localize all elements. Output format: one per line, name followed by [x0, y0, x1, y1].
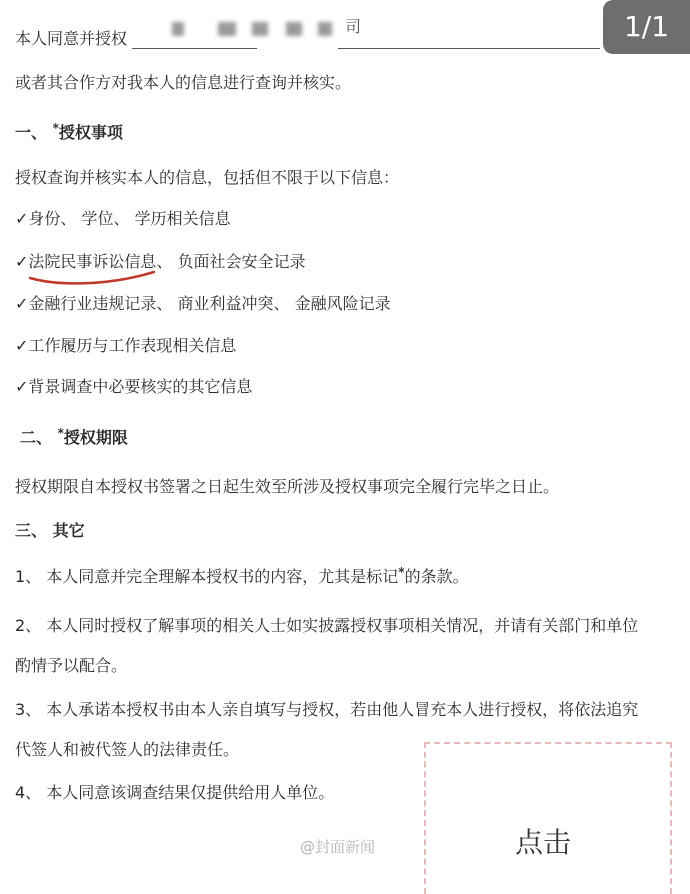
clause-1-tail: 的条款。 [404, 567, 469, 586]
section2-star: * [57, 426, 64, 440]
section1-title: 授权事项 [58, 123, 123, 142]
company-name-tail: 司 [345, 17, 362, 36]
checklist-item: ✓工作履历与工作表现相关信息 [15, 336, 237, 355]
redacted-mark [318, 22, 332, 36]
signature-box[interactable] [424, 742, 672, 894]
clause-1-star: * [398, 565, 405, 579]
section1-prefix: 一、 [15, 123, 48, 142]
page-counter: 1/1 [603, 0, 690, 54]
section1-heading [15, 123, 123, 144]
watermark: @封面新闻 [300, 838, 376, 856]
section1-description: 授权查询并核实本人的信息，包括但不限于以下信息： [15, 168, 400, 187]
section2-heading [20, 428, 128, 449]
clause-3-line1: 3、 本人承诺本授权书由本人亲自填写与授权，若由他人冒充本人进行授权，将依法追究 [15, 700, 639, 719]
clause-4: 4、 本人同意该调查结果仅提供给用人单位。 [15, 783, 335, 802]
clause-3-line2: 代签人和被代签人的法律责任。 [15, 740, 240, 759]
redacted-mark [286, 22, 302, 36]
redacted-mark [172, 22, 184, 36]
intro-continuation: 或者其合作方对我本人的信息进行查询并核实。 [15, 73, 352, 92]
click-label[interactable]: 点击 [515, 826, 572, 859]
company-blank-line [338, 48, 600, 49]
intro-text: 本人同意并授权 [15, 29, 128, 48]
company-blank-line [132, 48, 257, 49]
redacted-mark [218, 22, 236, 36]
section2-text: 授权期限自本授权书签署之日起生效至所涉及授权事项完全履行完毕之日止。 [15, 477, 560, 496]
section1-star: * [52, 121, 59, 135]
clause-1-text: 1、 本人同意并完全理解本授权书的内容，尤其是标记 [15, 567, 399, 586]
section2-prefix: 二、 [20, 428, 53, 447]
checklist-item: ✓背景调查中必要核实的其它信息 [15, 377, 253, 396]
section3-heading: 三、 其它 [15, 521, 85, 540]
clause-2-line2: 酌情予以配合。 [15, 656, 128, 675]
red-underline-annotation [28, 266, 158, 286]
clause-2-line1: 2、 本人同时授权了解事项的相关人士如实披露授权事项相关情况，并请有关部门和单位 [15, 616, 639, 635]
checklist-item: ✓身份、 学位、 学历相关信息 [15, 209, 231, 228]
checklist-item: ✓金融行业违规记录、 商业利益冲突、 金融风险记录 [15, 294, 391, 313]
section2-title: 授权期限 [63, 428, 128, 447]
checklist-item: ✓法院民事诉讼信息、 负面社会安全记录 [15, 252, 306, 271]
clause-1 [15, 567, 469, 588]
redacted-mark [252, 22, 268, 36]
